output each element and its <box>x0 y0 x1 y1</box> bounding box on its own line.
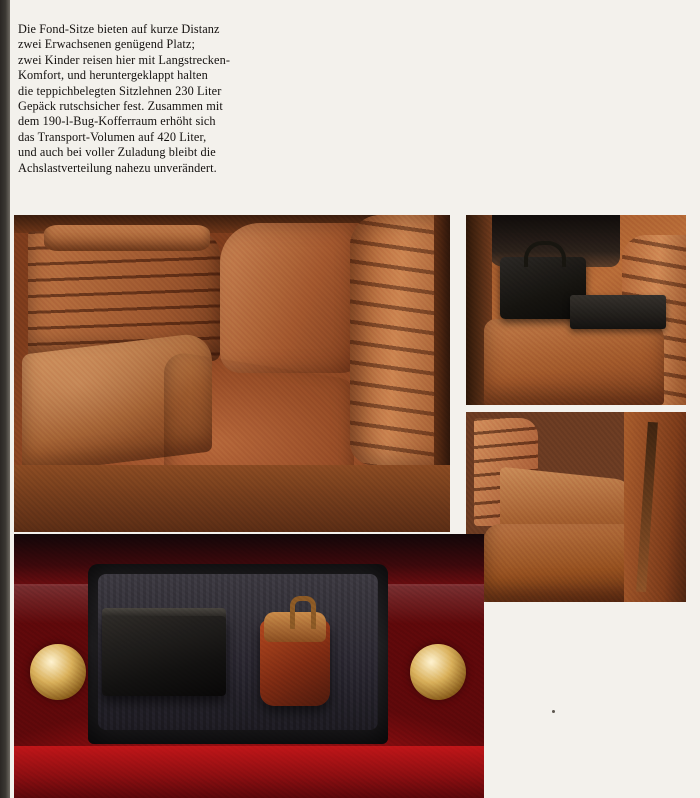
caption-line: dem 190-l-Bug-Kofferraum erhöht sich <box>18 114 216 129</box>
caption-line: die teppichbelegten Sitzlehnen 230 Liter <box>18 83 222 98</box>
page-edge-band <box>0 0 10 798</box>
film-grain-overlay <box>466 215 686 405</box>
film-grain-overlay <box>466 412 686 602</box>
caption-line: zwei Erwachsenen genügend Platz; <box>18 37 195 52</box>
luggage-on-rear-seat-photo <box>466 215 686 405</box>
caption-line: das Transport-Volumen auf 420 Liter, <box>18 129 207 144</box>
front-trunk-photo <box>14 534 484 798</box>
caption-line: zwei Kinder reisen hier mit Langstrecken- <box>18 52 231 67</box>
folded-rear-seat-photo <box>466 412 686 602</box>
caption-line: Komfort, und heruntergeklappt halten <box>18 68 208 83</box>
caption-line: und auch bei voller Zuladung bleibt die <box>18 145 216 160</box>
film-grain-overlay <box>14 534 484 798</box>
caption-line: Gepäck rutschsicher fest. Zusammen mit <box>18 99 223 114</box>
caption-line: Die Fond-Sitze bieten auf kurze Distanz <box>18 22 220 36</box>
rear-seat-interior-photo <box>14 215 450 532</box>
film-grain-overlay <box>14 215 450 532</box>
caption-line: Achslastverteilung nahezu unverändert. <box>18 160 217 175</box>
print-registration-dot <box>552 710 555 713</box>
caption-text-block <box>18 22 278 176</box>
